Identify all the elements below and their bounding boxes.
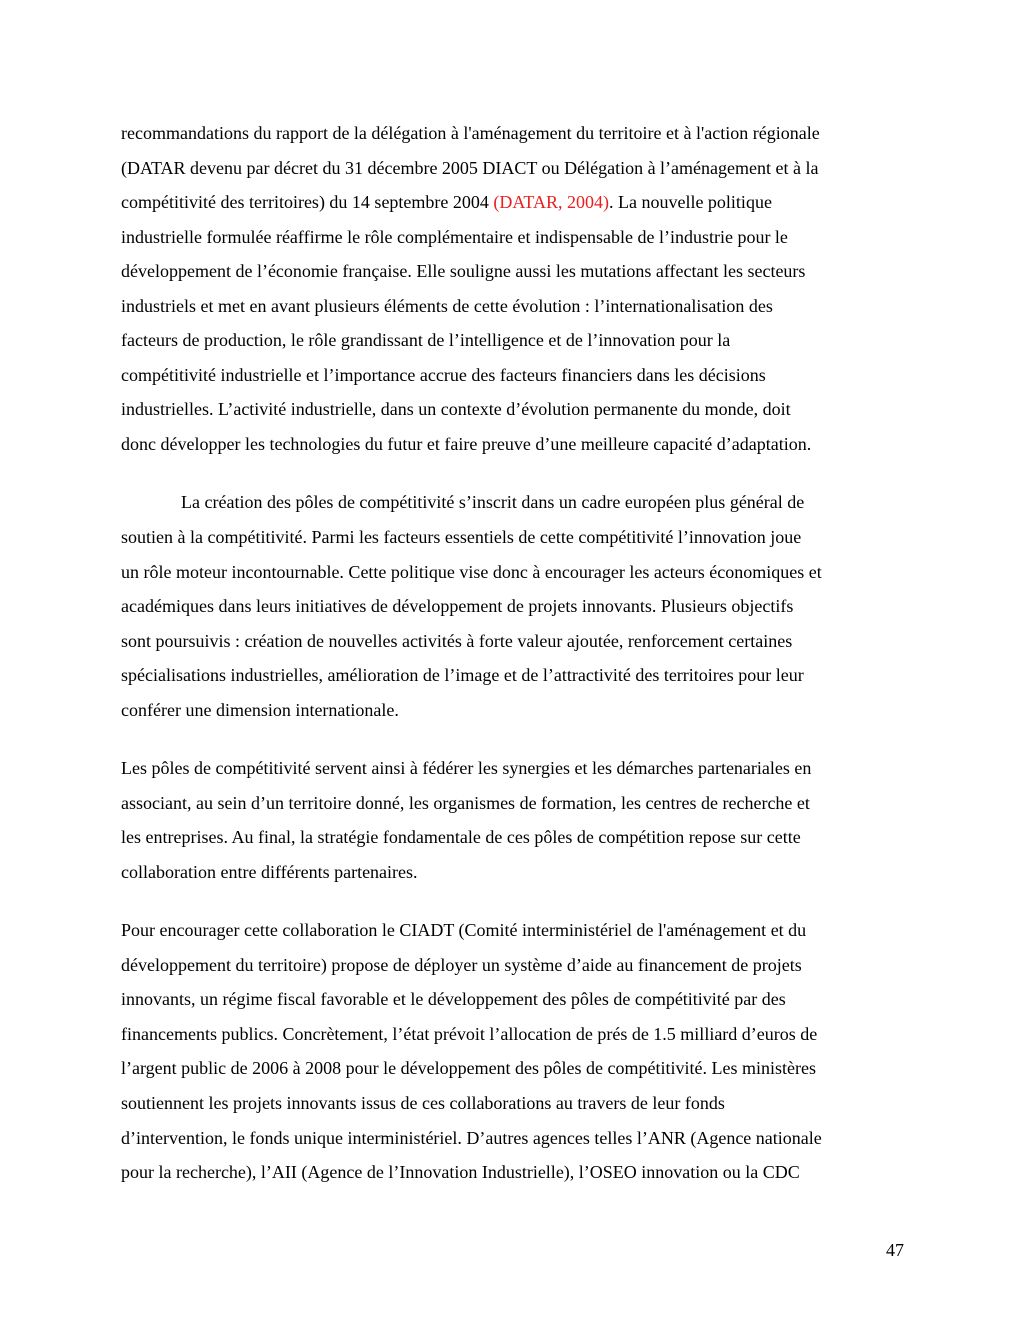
text-line: soutien à la compétitivité. Parmi les facteurs essentiels de cette compétitivité l’innovation joue — [121, 527, 802, 547]
text-line: collaboration entre différents partenaires. — [121, 862, 418, 882]
text-line: spécialisations industrielles, amélioration de l’image et de l’attractivité des territoires pour leur — [121, 665, 804, 685]
text-line: associant, au sein d’un territoire donné, les organismes de formation, les centres de recherche et — [121, 793, 810, 813]
text-line: innovants, un régime fiscal favorable et le développement des pôles de compétitivité par des — [121, 989, 786, 1009]
text-line: conférer une dimension internationale. — [121, 700, 399, 720]
text-line: (DATAR devenu par décret du 31 décembre 2005 DIACT ou Délégation à l’aménagement et à la — [121, 158, 819, 178]
text-line: développement du territoire) propose de déployer un système d’aide au financement de projets — [121, 955, 802, 975]
text-line: industrielle formulée réaffirme le rôle complémentaire et indispensable de l’industrie pour le — [121, 227, 788, 247]
text-line: l’argent public de 2006 à 2008 pour le développement des pôles de compétitivité. Les ministères — [121, 1058, 816, 1078]
text-line: soutiennent les projets innovants issus de ces collaborations au travers de leur fonds — [121, 1093, 725, 1113]
text-line: Pour encourager cette collaboration le CIADT (Comité interministériel de l'aménagement et du — [121, 920, 807, 940]
page-number: 47 — [886, 1240, 904, 1260]
text-line-indented: La création des pôles de compétitivité s’inscrit dans un cadre européen plus général de — [181, 492, 805, 512]
line-text-after-citation: . La nouvelle politique — [608, 192, 772, 212]
line-text-before-citation: compétitivité des territoires) du 14 septembre 2004 — [121, 192, 494, 212]
citation-link[interactable]: (DATAR, 2004) — [493, 192, 609, 212]
text-line: financements publics. Concrètement, l’état prévoit l’allocation de prés de 1.5 milliard d’euros de — [121, 1024, 818, 1044]
text-line: industriels et met en avant plusieurs éléments de cette évolution : l’internationalisation des — [121, 296, 773, 316]
text-line: recommandations du rapport de la délégation à l'aménagement du territoire et à l'action régionale — [121, 123, 820, 143]
text-line: compétitivité industrielle et l’importance accrue des facteurs financiers dans les décisions — [121, 365, 766, 385]
text-line: développement de l’économie française. Elle souligne aussi les mutations affectant les secteurs — [121, 261, 806, 281]
text-line: pour la recherche), l’AII (Agence de l’Innovation Industrielle), l’OSEO innovation ou la CDC — [121, 1162, 800, 1182]
text-line: donc développer les technologies du futur et faire preuve d’une meilleure capacité d’adaptation. — [121, 434, 812, 454]
text-line: d’intervention, le fonds unique interministériel. D’autres agences telles l’ANR (Agence nationale — [121, 1128, 822, 1148]
text-line-with-citation — [121, 191, 772, 213]
text-line: les entreprises. Au final, la stratégie fondamentale de ces pôles de compétition repose sur cette — [121, 827, 801, 847]
text-line: sont poursuivis : création de nouvelles activités à forte valeur ajoutée, renforcement certaines — [121, 631, 793, 651]
text-line: académiques dans leurs initiatives de développement de projets innovants. Plusieurs objectifs — [121, 596, 794, 616]
text-line: Les pôles de compétitivité servent ainsi à fédérer les synergies et les démarches partenariales en — [121, 758, 812, 778]
text-line: industrielles. L’activité industrielle, dans un contexte d’évolution permanente du monde, doit — [121, 399, 791, 419]
text-line: facteurs de production, le rôle grandissant de l’intelligence et de l’innovation pour la — [121, 330, 731, 350]
text-line: un rôle moteur incontournable. Cette politique vise donc à encourager les acteurs économiques et — [121, 562, 822, 582]
